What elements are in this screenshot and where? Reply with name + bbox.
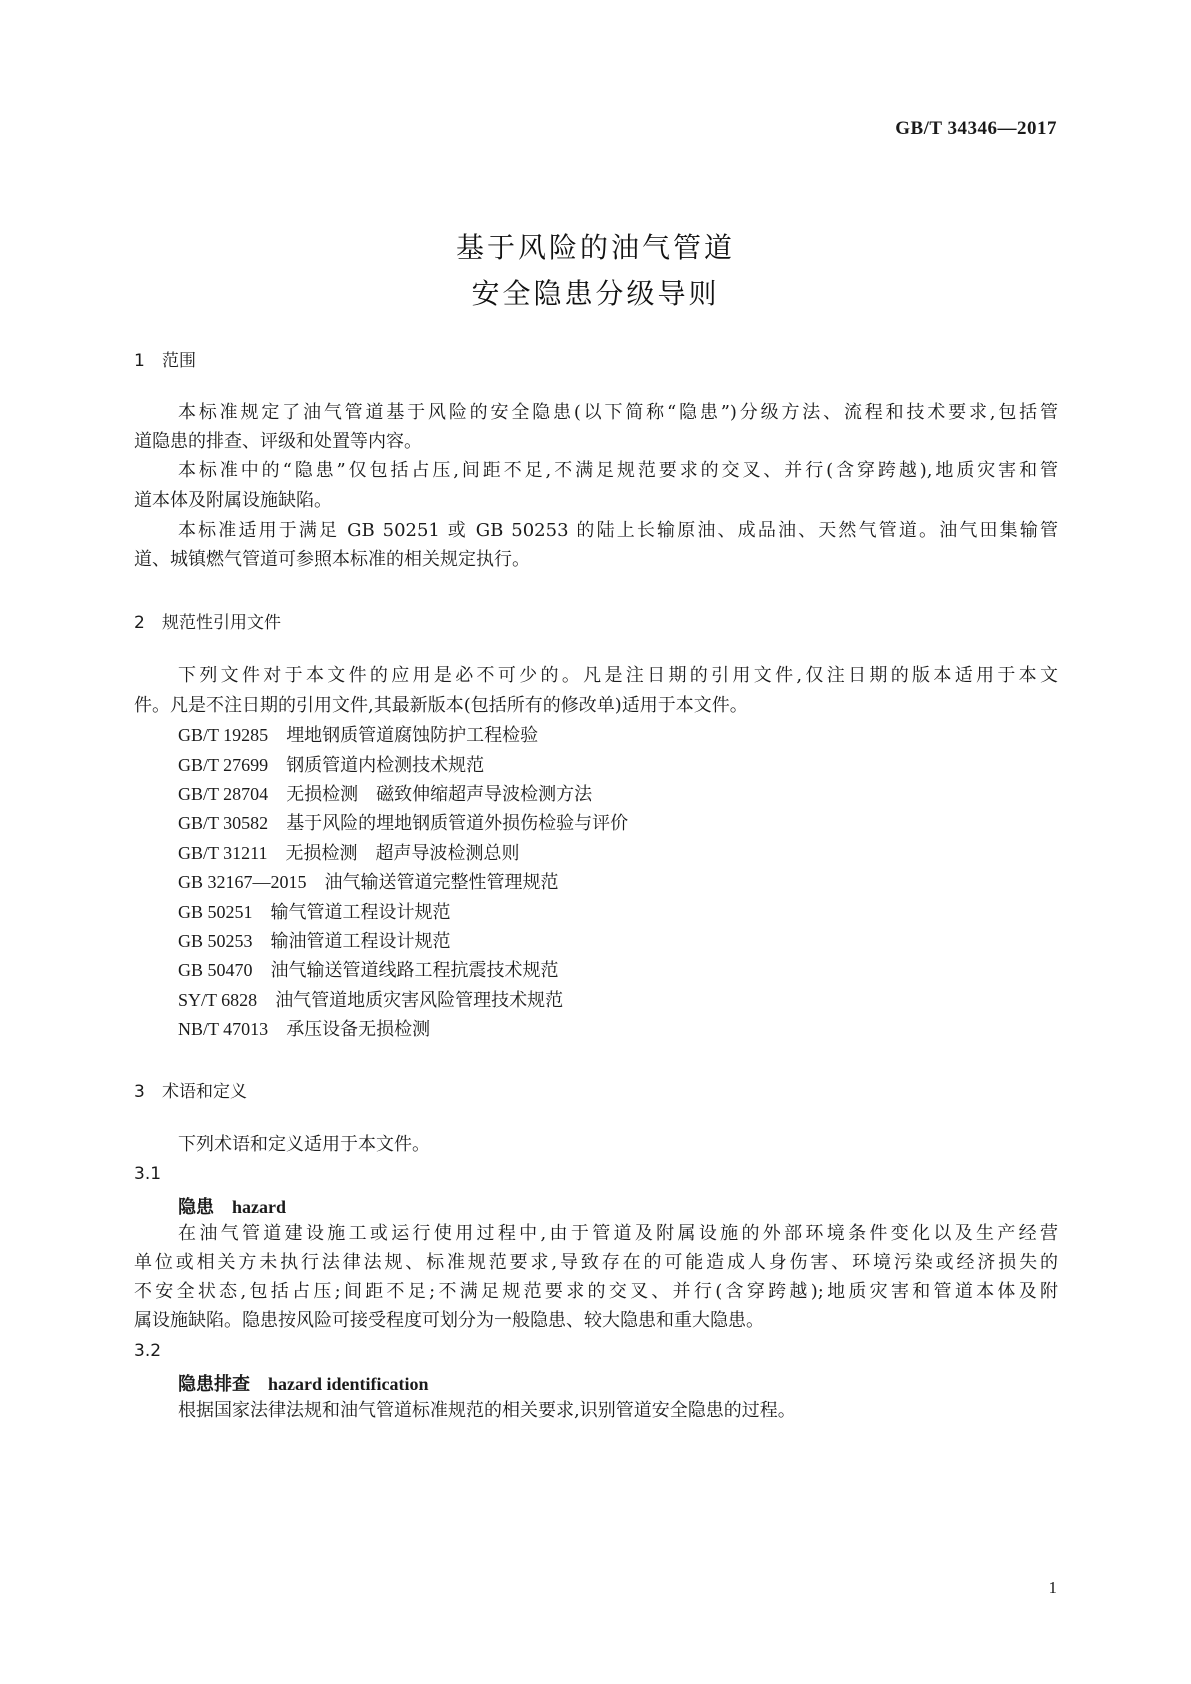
s1-line-4: 道本体及附属设施缺陷。 [134, 490, 332, 511]
t1-line-2: 单位或相关方未执行法律法规、标准规范要求,导致存在的可能造成人身伤害、环境污染或经济损失的 [134, 1252, 1058, 1273]
s1-line-5: 本标准适用于满足 GB 50251 或 GB 50253 的陆上长输原油、成品油、天然气管道。油气田集输管 [178, 520, 1058, 541]
title-line-1: 基于风险的油气管道 [455, 231, 735, 264]
page-number: 1 [1048, 1578, 1057, 1597]
t1-line-4: 属设施缺陷。隐患按风险可接受程度可划分为一般隐患、较大隐患和重大隐患。 [134, 1310, 764, 1331]
title-line-2: 安全隐患分级导则 [471, 277, 720, 310]
ref-item: GB/T 19285 埋地钢质管道腐蚀防护工程检验 [178, 725, 539, 746]
s2-line-1: 下列文件对于本文件的应用是必不可少的。凡是注日期的引用文件,仅注日期的版本适用于本文 [178, 665, 1058, 686]
s3-intro: 下列术语和定义适用于本文件。 [178, 1134, 430, 1155]
ref-item: NB/T 47013 承压设备无损检测 [178, 1019, 431, 1040]
s1-line-2: 道隐患的排查、评级和处置等内容。 [134, 431, 422, 452]
ref-item: GB/T 31211 无损检测 超声导波检测总则 [178, 843, 520, 864]
section-2-heading: 2 规范性引用文件 [134, 613, 281, 633]
ref-item: GB 50251 输气管道工程设计规范 [178, 902, 451, 923]
ref-item: GB/T 30582 基于风险的埋地钢质管道外损伤检验与评价 [178, 813, 629, 834]
t2-line-1: 根据国家法律法规和油气管道标准规范的相关要求,识别管道安全隐患的过程。 [178, 1400, 796, 1421]
t1-line-3: 不安全状态,包括占压;间距不足;不满足规范要求的交叉、并行(含穿跨越);地质灾害和管道本体及附 [134, 1281, 1058, 1302]
ref-item: GB 50470 油气输送管道线路工程抗震技术规范 [178, 960, 559, 981]
ref-item: GB 50253 输油管道工程设计规范 [178, 931, 451, 952]
ref-item: GB/T 28704 无损检测 磁致伸缩超声导波检测方法 [178, 784, 593, 805]
ref-item: GB/T 27699 钢质管道内检测技术规范 [178, 755, 485, 776]
ref-item: SY/T 6828 油气管道地质灾害风险管理技术规范 [178, 990, 564, 1011]
term-heading: 隐患 hazard [178, 1197, 286, 1218]
t1-line-1: 在油气管道建设施工或运行使用过程中,由于管道及附属设施的外部环境条件变化以及生产经营 [178, 1223, 1058, 1244]
term-number: 3.1 [134, 1164, 162, 1184]
s1-line-1: 本标准规定了油气管道基于风险的安全隐患(以下简称“隐患”)分级方法、流程和技术要求,包括管 [178, 402, 1058, 423]
standard-number: GB/T 34346—2017 [895, 118, 1057, 139]
section-1-heading: 1 范围 [134, 351, 196, 371]
term-heading: 隐患排查 hazard identification [178, 1374, 429, 1395]
term-number: 3.2 [134, 1341, 162, 1361]
s1-line-3: 本标准中的“隐患”仅包括占压,间距不足,不满足规范要求的交叉、并行(含穿跨越),地质灾害和管 [178, 460, 1058, 481]
s1-line-6: 道、城镇燃气管道可参照本标准的相关规定执行。 [134, 549, 530, 570]
s2-line-2: 件。凡是不注日期的引用文件,其最新版本(包括所有的修改单)适用于本文件。 [134, 695, 748, 716]
ref-item: GB 32167—2015 油气输送管道完整性管理规范 [178, 872, 559, 893]
section-3-heading: 3 术语和定义 [134, 1082, 247, 1102]
